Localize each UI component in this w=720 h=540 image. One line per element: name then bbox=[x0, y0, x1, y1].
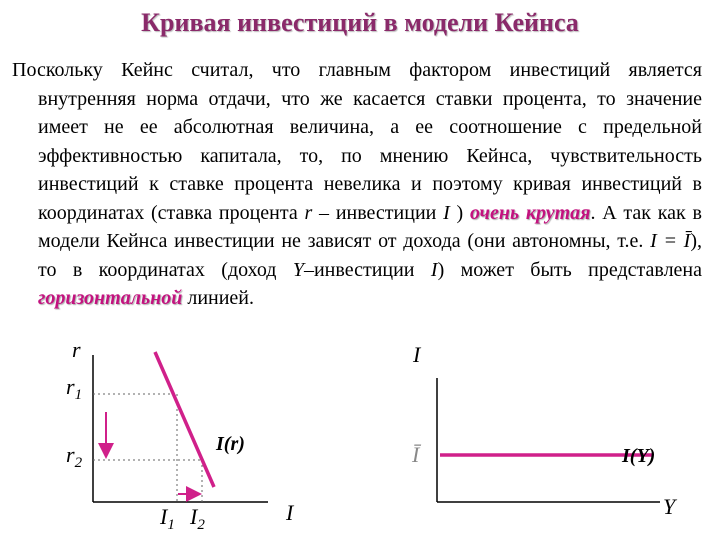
text-part: – инвестиции bbox=[312, 201, 444, 224]
var-r: r bbox=[304, 201, 313, 224]
left-y-axis-label: r bbox=[72, 337, 81, 362]
highlight-horizontal: горизонтальной bbox=[38, 287, 183, 309]
text-part: Поскольку Кейнс считал, что главным фактором инвестиций является внутренняя норма отдачи, что же касается ставки процента, то значение имеет не ее абсолютная величина, а ее соотношение с предельной эффективностью капитала, то, по мнению Кейнса, чувствительность инвестиций к ставке процента невелика и поэтому кривая инвестиций в координатах (ставка процента bbox=[12, 59, 702, 224]
left-x-axis-label: I bbox=[286, 500, 294, 525]
highlight-steep: очень крутая bbox=[469, 201, 591, 224]
r2-label: $r_2$ bbox=[66, 442, 83, 471]
formula: I = Ī bbox=[650, 230, 691, 252]
left-graph bbox=[66, 337, 295, 533]
i1-label: $I_1$ bbox=[160, 504, 175, 533]
right-graph bbox=[411, 342, 678, 519]
text-part: ), то в координатах (доход bbox=[38, 230, 702, 281]
var-i: I bbox=[443, 201, 450, 224]
i2-label: $I_2$ bbox=[190, 504, 205, 533]
r1-label: $r_1$ bbox=[66, 374, 83, 403]
investment-curve bbox=[155, 352, 214, 487]
curve-label-iy: I(Y) bbox=[622, 445, 656, 467]
right-y-axis-label: I bbox=[413, 342, 421, 367]
var-i: I bbox=[430, 258, 438, 281]
var-y: Y bbox=[292, 258, 304, 281]
text-part: . А так как в модели Кейнса инвестиции не зависят от дохода (они автономны, т.е. bbox=[38, 201, 702, 252]
text-part: ) может быть представлена bbox=[437, 258, 702, 281]
right-x-axis-label: Y bbox=[663, 494, 676, 519]
text-part: ) bbox=[449, 201, 470, 224]
curve-label-ir: I(r) bbox=[216, 433, 245, 455]
text-part: –инвестиции bbox=[303, 258, 431, 281]
text-part: линией. bbox=[182, 287, 255, 309]
slide-title: Кривая инвестиций в модели Кейнса bbox=[141, 8, 579, 37]
level-label: Ī bbox=[412, 442, 420, 467]
